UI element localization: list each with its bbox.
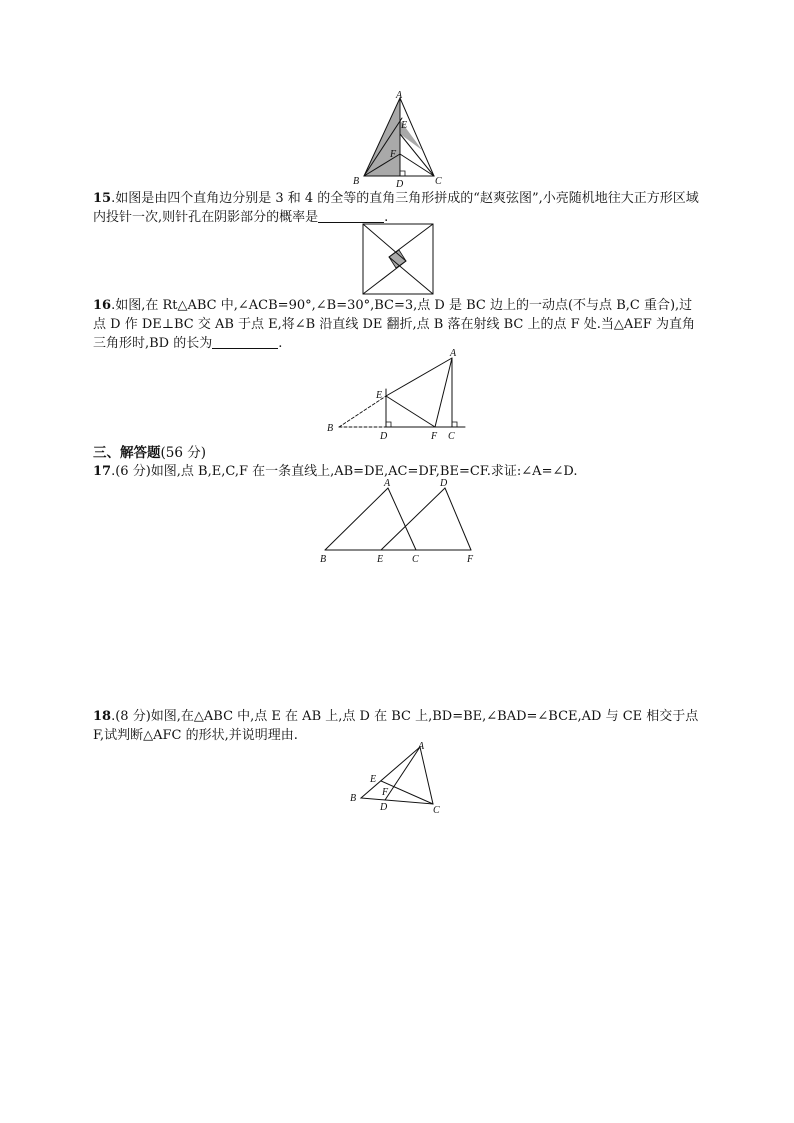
label-e: E [377,554,384,565]
label-d: D [380,802,388,813]
label-c: C [435,176,442,187]
segment-ac [388,488,416,550]
question-tail: . [384,210,389,225]
question-15 [93,189,703,227]
segment-ce [400,134,434,176]
segment-ad [385,747,420,800]
right-angle-mark [400,171,405,176]
label-a: A [384,478,391,489]
question-tail: . [278,336,283,351]
figure-q14 [350,92,445,188]
segment-ef [386,396,435,427]
question-text: .如图,在 Rt△ABC 中,∠ACB=90°,∠B=30°,BC=3,点 D 是 BC 边上的一动点(不与点 B,C 重合),过点 D 作 DE⊥BC 交 AB 于点 E,将∠B 沿直线 DE 翻折,点 B 落在射线 BC 上的点 F 处.当△AEF 为直角三角形时,BD 的长为 [93,298,695,351]
segment-de [381,488,445,550]
label-f: F [467,554,474,565]
figure-q15 [362,223,434,295]
label-d: D [380,431,388,442]
section-points: (56 分) [160,445,207,461]
label-e: E [401,120,408,131]
segment-af [435,358,452,427]
segment-df [445,488,471,550]
answer-blank[interactable] [318,209,384,223]
figure-q18 [345,738,450,818]
chord-1 [363,224,406,261]
chord-2 [389,224,433,257]
right-angle-mark-d [386,422,391,427]
chord-3 [389,257,433,294]
label-b: B [327,423,334,434]
label-a: A [396,90,403,101]
label-c: C [448,431,455,442]
section-title: 三、解答题 [93,445,161,461]
label-f: F [431,431,438,442]
question-number: 16 [93,298,112,313]
label-f: F [382,787,389,798]
question-number: 15 [93,191,112,206]
question-number: 18 [93,709,112,724]
label-a: A [418,741,425,752]
figure-q16 [325,345,470,443]
right-angle-mark-c [452,422,457,427]
figure-q17 [315,476,480,568]
answer-blank[interactable] [212,335,278,349]
question-number: 17 [93,464,112,479]
label-d: D [440,478,448,489]
label-c: C [433,805,440,816]
label-c: C [412,554,419,565]
question-text: .(6 分)如图,点 B,E,C,F 在一条直线上,AB=DE,AC=DF,BE=CF.求证:∠A=∠D. [111,464,578,479]
segment-ab [325,488,388,550]
segment-ea [386,358,452,396]
label-f: F [390,149,397,160]
label-d: D [396,179,404,190]
label-b: B [350,793,357,804]
label-b: B [320,554,327,565]
section-heading [93,441,206,461]
label-b: B [353,176,360,187]
question-text: .如图是由四个直角边分别是 3 和 4 的全等的直角三角形拼成的“赵爽弦图”,小亮随机地往大正方形区域内投针一次,则针孔在阴影部分的概率是 [93,191,699,225]
chord-4 [363,261,406,294]
label-a: A [450,348,457,359]
question-text: .(8 分)如图,在△ABC 中,点 E 在 AB 上,点 D 在 BC 上,BD=BE,∠BAD=∠BCE,AD 与 CE 相交于点 F,试判断△AFC 的形状,并说明理由. [93,709,699,743]
label-e: E [376,390,383,401]
label-e: E [370,774,377,785]
